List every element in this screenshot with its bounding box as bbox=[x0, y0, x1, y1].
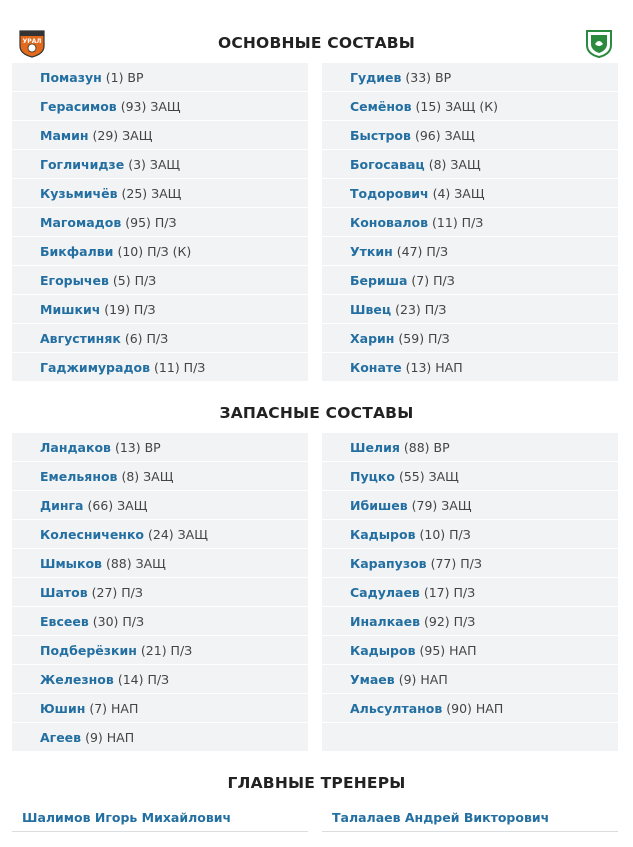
home-coach bbox=[12, 803, 308, 832]
player-name-link[interactable]: Августиняк bbox=[40, 330, 121, 346]
player-number-position: (24) ЗАЩ bbox=[148, 526, 208, 542]
player-number-position: (90) НАП bbox=[446, 700, 504, 716]
player-row bbox=[322, 324, 618, 353]
player-row bbox=[12, 462, 308, 491]
player-number-position: (27) П/З bbox=[91, 584, 143, 600]
player-number-position: (23) П/З bbox=[395, 301, 447, 317]
player-name-link[interactable]: Гудиев bbox=[350, 69, 402, 85]
player-number-position: (4) ЗАЩ bbox=[432, 185, 485, 201]
player-name-link[interactable]: Мамин bbox=[40, 127, 89, 143]
player-number-position: (11) П/З bbox=[154, 359, 206, 375]
player-number-position: (33) ВР bbox=[405, 69, 452, 85]
player-number-position: (17) П/З bbox=[423, 584, 476, 600]
player-row bbox=[12, 694, 308, 723]
away-coach bbox=[322, 803, 618, 832]
ural-logo-text: УРАЛ bbox=[22, 38, 42, 45]
player-number-position: (10) П/З (К) bbox=[117, 243, 192, 259]
player-name-link[interactable]: Ибишев bbox=[350, 497, 408, 513]
player-number-position: (30) П/З bbox=[92, 613, 144, 629]
player-number-position: (7) П/З bbox=[411, 272, 455, 288]
player-name-link[interactable]: Иналкаев bbox=[350, 613, 420, 629]
player-name-link[interactable]: Шмыков bbox=[40, 555, 102, 571]
player-row bbox=[12, 636, 308, 665]
player-number-position: (55) ЗАЩ bbox=[398, 468, 459, 484]
coach-name[interactable]: Шалимов Игорь Михайлович bbox=[12, 803, 308, 832]
player-row bbox=[322, 179, 618, 208]
player-row bbox=[322, 121, 618, 150]
player-name-link[interactable]: Динга bbox=[40, 497, 84, 513]
player-row bbox=[12, 665, 308, 694]
player-row bbox=[12, 433, 308, 462]
player-row bbox=[322, 150, 618, 179]
player-name-link[interactable]: Магомадов bbox=[40, 214, 122, 230]
player-row bbox=[322, 723, 618, 752]
player-name-link[interactable]: Колесниченко bbox=[40, 526, 145, 542]
player-name-link[interactable]: Коновалов bbox=[350, 214, 429, 230]
player-row bbox=[12, 295, 308, 324]
player-row bbox=[12, 520, 308, 549]
player-number-position: (9) НАП bbox=[85, 729, 135, 745]
player-row bbox=[322, 208, 618, 237]
player-name-link[interactable]: Мишкич bbox=[40, 301, 101, 317]
player-number-position: (88) ВР bbox=[403, 439, 450, 455]
player-number-position: (7) НАП bbox=[89, 700, 139, 716]
player-number-position: (8) ЗАЩ bbox=[428, 156, 481, 172]
substitutes-heading: ЗАПАСНЫЕ СОСТАВЫ bbox=[219, 404, 414, 422]
player-number-position: (95) П/З bbox=[125, 214, 177, 230]
player-number-position: (3) ЗАЩ bbox=[128, 156, 181, 172]
player-number-position: (13) ВР bbox=[114, 439, 161, 455]
player-row bbox=[322, 462, 618, 491]
player-row bbox=[322, 665, 618, 694]
player-name-link[interactable]: Альсултанов bbox=[350, 700, 443, 716]
coach-name[interactable]: Талалаев Андрей Викторович bbox=[322, 803, 618, 832]
player-name-link[interactable]: Тодорович bbox=[350, 185, 429, 201]
player-name-link[interactable]: Кадыров bbox=[350, 526, 416, 542]
player-row bbox=[322, 237, 618, 266]
player-name-link[interactable]: Швец bbox=[350, 301, 392, 317]
player-name-link[interactable]: Умаев bbox=[350, 671, 395, 687]
player-row bbox=[322, 266, 618, 295]
player-row bbox=[12, 324, 308, 353]
player-name-link[interactable]: Бикфалви bbox=[40, 243, 114, 259]
player-number-position: (10) П/З bbox=[419, 526, 471, 542]
player-name-link[interactable]: Емельянов bbox=[40, 468, 118, 484]
player-row bbox=[12, 549, 308, 578]
player-row bbox=[322, 578, 618, 607]
player-name-link[interactable]: Харин bbox=[350, 330, 395, 346]
player-number-position: (13) НАП bbox=[405, 359, 463, 375]
player-name-link[interactable]: Ландаков bbox=[40, 439, 111, 455]
player-row bbox=[322, 549, 618, 578]
player-row bbox=[12, 179, 308, 208]
player-row bbox=[322, 694, 618, 723]
player-number-position: (1) ВР bbox=[105, 69, 144, 85]
player-name-link[interactable]: Уткин bbox=[350, 243, 393, 259]
player-row bbox=[12, 491, 308, 520]
player-number-position: (96) ЗАЩ bbox=[414, 127, 475, 143]
player-row bbox=[12, 607, 308, 636]
player-row bbox=[12, 578, 308, 607]
player-number-position: (9) НАП bbox=[398, 671, 448, 687]
player-name-link[interactable]: Помазун bbox=[40, 69, 102, 85]
head-coaches-heading: ГЛАВНЫЕ ТРЕНЕРЫ bbox=[227, 774, 406, 792]
player-row bbox=[12, 150, 308, 179]
home-subs-list bbox=[12, 433, 308, 752]
player-name-link[interactable]: Быстров bbox=[350, 127, 411, 143]
player-name-link[interactable]: Подберёзкин bbox=[40, 642, 137, 658]
player-name-link[interactable]: Бериша bbox=[350, 272, 408, 288]
player-number-position: (6) П/З bbox=[124, 330, 169, 346]
player-name-link[interactable]: Садулаев bbox=[350, 584, 420, 600]
player-number-position: (92) П/З bbox=[424, 613, 476, 629]
player-row bbox=[322, 520, 618, 549]
player-name-link[interactable]: Егорычев bbox=[40, 272, 109, 288]
player-name-link[interactable]: Евсеев bbox=[40, 613, 89, 629]
starting-lineups-heading: ОСНОВНЫЕ СОСТАВЫ bbox=[217, 34, 416, 52]
player-number-position: (95) НАП bbox=[419, 642, 477, 658]
player-name-link[interactable]: Шатов bbox=[40, 584, 88, 600]
player-number-position: (19) П/З bbox=[104, 301, 156, 317]
player-name-link[interactable]: Пуцко bbox=[350, 468, 395, 484]
player-number-position: (79) ЗАЩ bbox=[411, 497, 472, 513]
player-number-position: (93) ЗАЩ bbox=[120, 98, 181, 114]
player-row bbox=[322, 63, 618, 92]
player-row bbox=[322, 353, 618, 382]
player-row bbox=[12, 266, 308, 295]
player-name-link[interactable]: Юшин bbox=[40, 700, 86, 716]
away-starting-list bbox=[322, 63, 618, 382]
player-row bbox=[322, 92, 618, 121]
player-number-position: (11) П/З bbox=[432, 214, 484, 230]
player-row bbox=[12, 92, 308, 121]
player-name-link[interactable]: Карапузов bbox=[350, 555, 427, 571]
player-number-position: (5) П/З bbox=[112, 272, 157, 288]
player-row bbox=[322, 295, 618, 324]
player-number-position: (47) П/З bbox=[396, 243, 449, 259]
player-name-link[interactable]: Семёнов bbox=[350, 98, 412, 114]
player-name-link[interactable]: Герасимов bbox=[40, 98, 117, 114]
player-name-link[interactable]: Гогличидзе bbox=[40, 156, 125, 172]
player-number-position: (59) П/З bbox=[398, 330, 450, 346]
player-number-position: (29) ЗАЩ bbox=[92, 127, 153, 143]
player-row bbox=[12, 723, 308, 752]
player-number-position: (25) ЗАЩ bbox=[121, 185, 182, 201]
player-row bbox=[322, 433, 618, 462]
player-name-link[interactable]: Гаджимурадов bbox=[40, 359, 151, 375]
player-name-link[interactable]: Агеев bbox=[40, 729, 82, 745]
player-name-link[interactable]: Богосавац bbox=[350, 156, 425, 172]
player-row bbox=[322, 607, 618, 636]
player-name-link[interactable]: Кадыров bbox=[350, 642, 416, 658]
player-number-position: (14) П/З bbox=[117, 671, 170, 687]
player-number-position: (77) П/З bbox=[430, 555, 482, 571]
player-name-link[interactable]: Шелия bbox=[350, 439, 400, 455]
player-row bbox=[12, 121, 308, 150]
player-number-position: (66) ЗАЩ bbox=[87, 497, 148, 513]
player-number-position: (8) ЗАЩ bbox=[121, 468, 174, 484]
away-subs-list bbox=[322, 433, 618, 752]
player-row bbox=[322, 636, 618, 665]
player-name-link[interactable]: Железнов bbox=[40, 671, 114, 687]
player-row bbox=[322, 491, 618, 520]
player-number-position: (15) ЗАЩ (К) bbox=[415, 98, 498, 114]
player-row bbox=[12, 208, 308, 237]
player-number-position: (88) ЗАЩ bbox=[105, 555, 166, 571]
player-number-position: (21) П/З bbox=[140, 642, 193, 658]
player-name-link[interactable]: Кузьмичёв bbox=[40, 185, 118, 201]
player-row bbox=[12, 353, 308, 382]
player-row bbox=[12, 237, 308, 266]
player-name-link[interactable]: Конате bbox=[350, 359, 402, 375]
player-row bbox=[12, 63, 308, 92]
home-starting-list bbox=[12, 63, 308, 382]
